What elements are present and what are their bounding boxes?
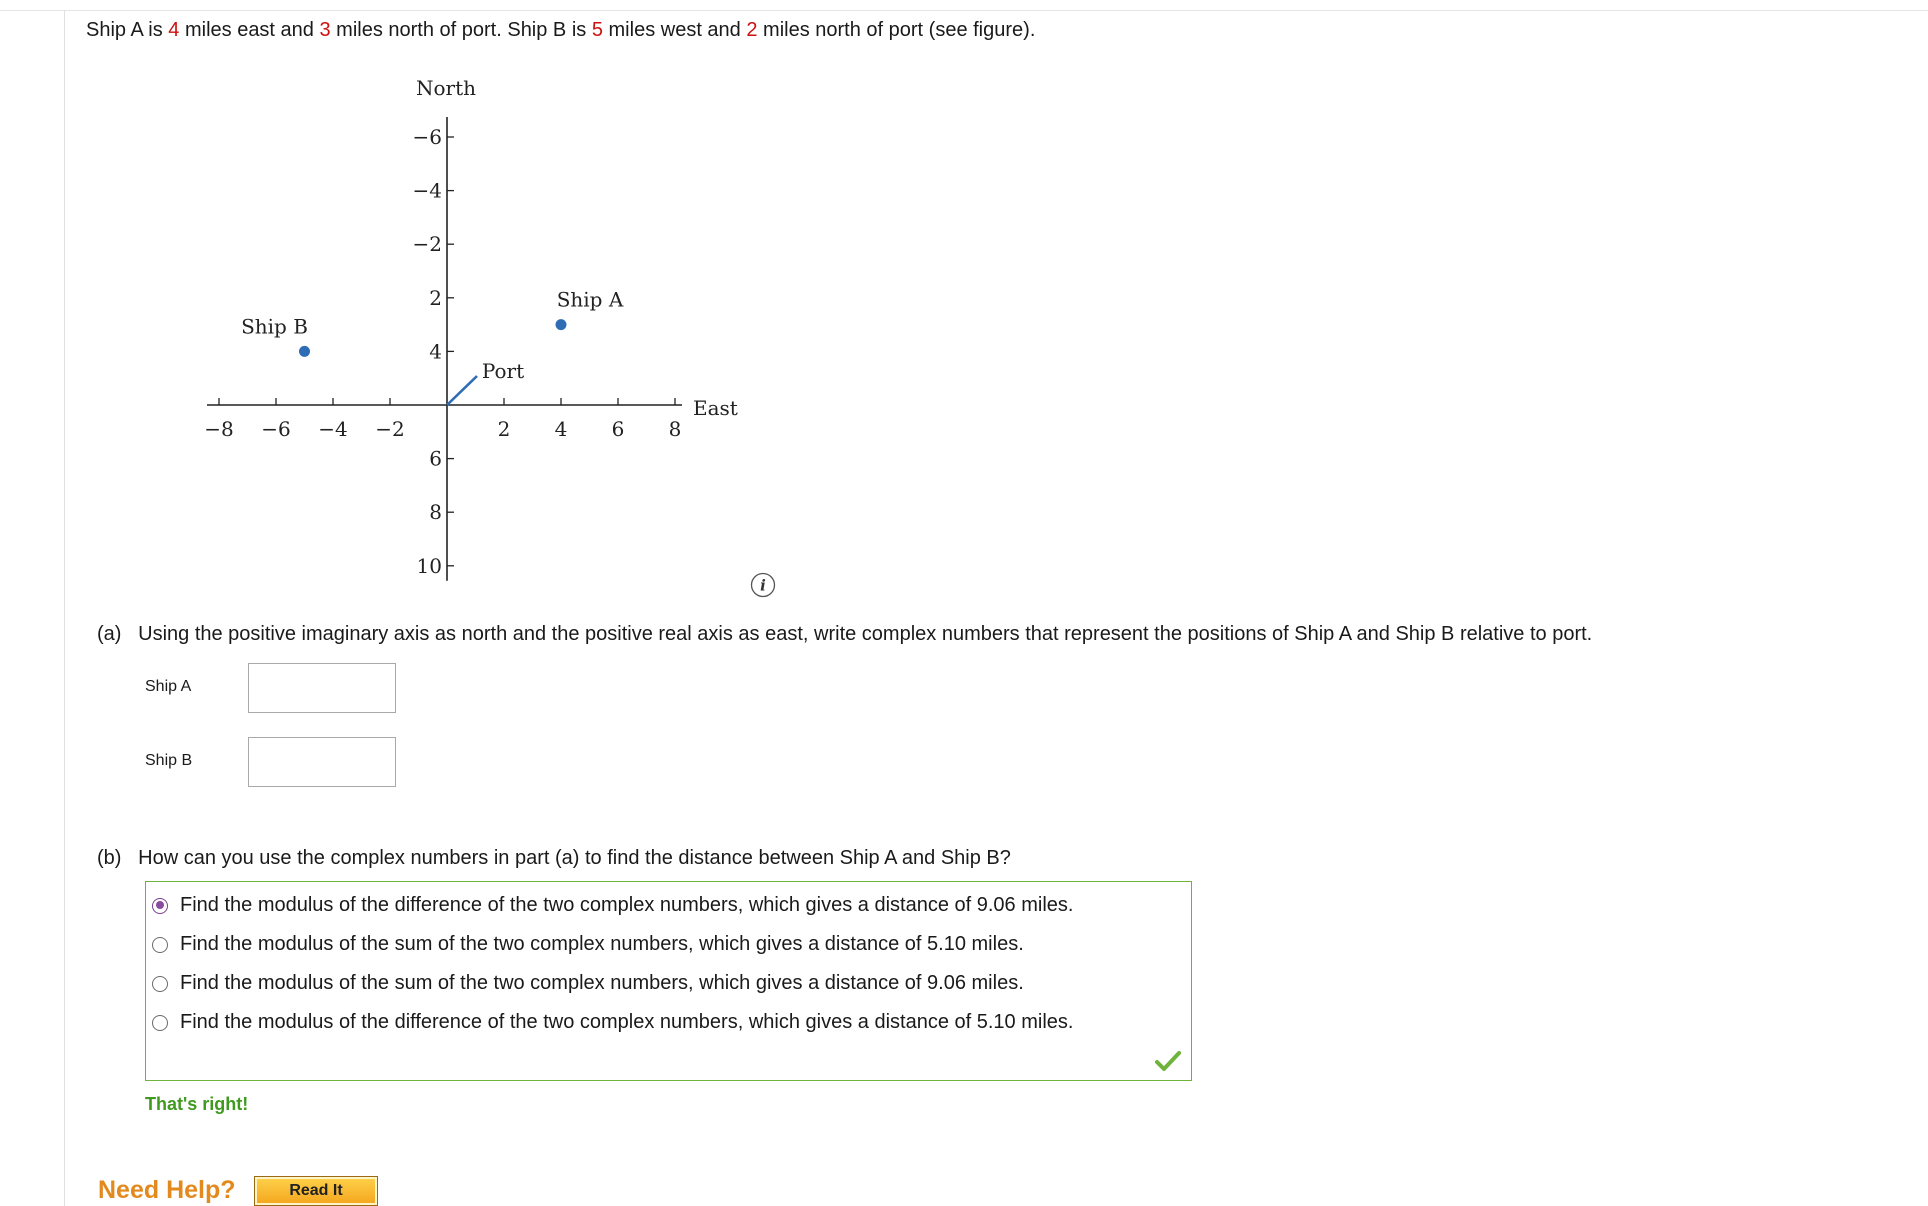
ship-a-point	[556, 319, 567, 330]
x-tick-label: −6	[261, 417, 291, 441]
y-tick-label: −4	[412, 178, 442, 203]
ship-a-north-value: 3	[319, 19, 331, 41]
svg-text:i: i	[760, 576, 766, 595]
feedback-correct: That's right!	[145, 1094, 249, 1114]
ship-b-label: Ship B	[241, 314, 308, 339]
checkmark-icon	[1155, 1050, 1181, 1072]
y-tick-label: −2	[412, 232, 442, 257]
part-b-text: How can you use the complex numbers in part (a) to find the distance between Ship A and Ship B?	[138, 847, 1011, 869]
port-marker	[447, 376, 477, 405]
option-2-radio[interactable]	[152, 937, 168, 953]
intro-text-2: miles east and	[179, 19, 320, 41]
ship-b-north-value: 2	[746, 19, 758, 41]
ship-a-answer-input[interactable]	[248, 663, 396, 713]
x-tick-label: −2	[375, 417, 405, 441]
part-b-question	[97, 847, 1011, 870]
y-tick-label: 4	[429, 339, 442, 364]
intro-text-1: Ship A is	[86, 19, 169, 41]
east-axis-label: East	[693, 396, 738, 420]
coordinate-figure	[0, 0, 800, 600]
port-label: Port	[481, 359, 525, 383]
option-3-radio[interactable]	[152, 976, 168, 992]
option-3-label: Find the modulus of the sum of the two complex numbers, which gives a distance of 9.06 miles.	[180, 972, 1024, 994]
ship-b-answer-input[interactable]	[248, 737, 396, 787]
axes	[207, 117, 682, 581]
option-2[interactable]	[152, 933, 1024, 956]
x-tick-label: −8	[204, 417, 234, 441]
ship-b-point	[299, 346, 310, 357]
intro-text-3: miles north of port. Ship B is	[330, 19, 592, 41]
ship-a-answer-label: Ship A	[145, 678, 192, 695]
option-1[interactable]	[152, 894, 1073, 917]
x-tick-label: 6	[611, 417, 625, 441]
option-1-label: Find the modulus of the difference of the two complex numbers, which gives a distance of 9.06 miles.	[180, 894, 1074, 916]
info-icon[interactable]	[750, 572, 776, 598]
part-b-label: (b)	[97, 847, 122, 869]
option-2-label: Find the modulus of the sum of the two complex numbers, which gives a distance of 5.10 miles.	[180, 933, 1024, 955]
figure-labels	[204, 76, 738, 578]
y-tick-label: −6	[412, 125, 442, 149]
part-a-label: (a)	[97, 623, 122, 645]
x-tick-label: 4	[554, 417, 568, 441]
intro-text-4: miles west and	[602, 19, 747, 41]
intro-text-5: miles north of port (see figure).	[757, 19, 1036, 41]
ship-a-east-value: 4	[168, 19, 180, 41]
x-tick-label: 8	[668, 417, 682, 441]
y-tick-label: 2	[429, 285, 442, 310]
option-4-radio[interactable]	[152, 1015, 168, 1031]
option-4-label: Find the modulus of the difference of the two complex numbers, which gives a distance of 5.10 miles.	[180, 1011, 1074, 1033]
y-tick-label: 10	[416, 553, 442, 578]
y-tick-label: 6	[429, 446, 442, 471]
x-tick-label: 2	[497, 417, 511, 441]
north-axis-label: North	[415, 76, 477, 100]
part-a-question	[97, 623, 1592, 646]
ship-b-west-value: 5	[591, 19, 603, 41]
option-4[interactable]	[152, 1011, 1073, 1034]
ship-b-answer-label: Ship B	[145, 752, 193, 769]
part-a-text: Using the positive imaginary axis as north and the positive real axis as east, write complex numbers that represent the positions of Ship A and Ship B relative to port.	[138, 623, 1593, 645]
ship-a-label: Ship A	[556, 287, 624, 312]
need-help-label: Need Help?	[98, 1176, 236, 1204]
x-tick-label: −4	[318, 417, 348, 441]
y-tick-label: 8	[429, 500, 442, 525]
option-3[interactable]	[152, 972, 1024, 995]
answer-options	[145, 881, 1192, 1081]
option-1-radio[interactable]	[152, 898, 168, 914]
read-it-button[interactable]: Read It	[254, 1176, 378, 1206]
